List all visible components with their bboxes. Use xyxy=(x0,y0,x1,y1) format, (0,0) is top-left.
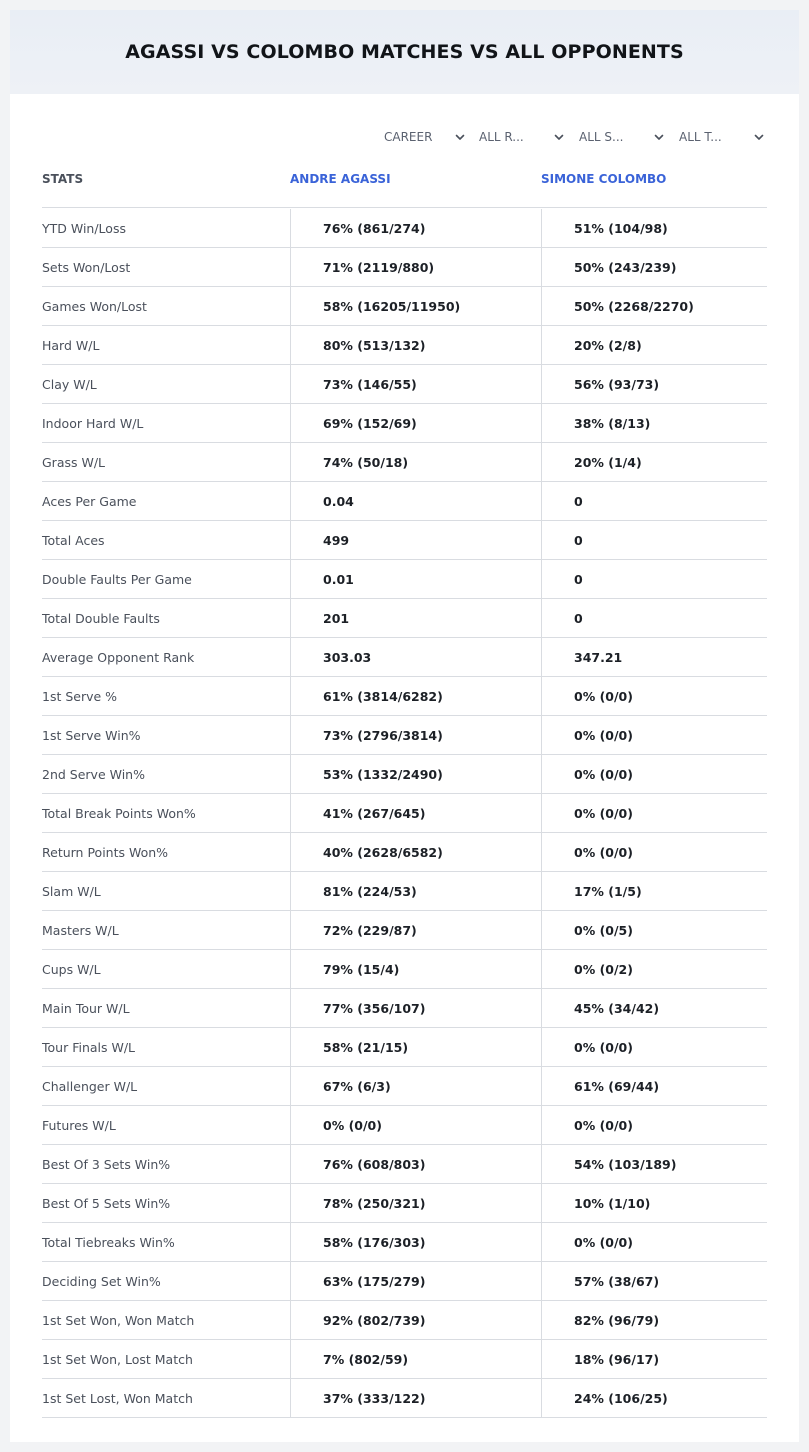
player1-stat-value: 74% (50/18) xyxy=(290,443,541,481)
player2-stat-value: 347.21 xyxy=(541,638,767,676)
table-row xyxy=(42,404,767,443)
player2-stat-value: 0% (0/0) xyxy=(541,1106,767,1144)
player2-stat-value: 0% (0/0) xyxy=(541,794,767,832)
player1-stat-value: 7% (802/59) xyxy=(290,1340,541,1378)
player2-stat-value: 50% (2268/2270) xyxy=(541,287,767,325)
player2-stat-value: 50% (243/239) xyxy=(541,248,767,286)
stat-label: Main Tour W/L xyxy=(42,1000,130,1016)
player1-stat-value: 92% (802/739) xyxy=(290,1301,541,1339)
stats-table-body xyxy=(42,209,767,1418)
table-row xyxy=(42,1028,767,1067)
stat-label: Double Faults Per Game xyxy=(42,571,192,587)
player2-stat-value: 61% (69/44) xyxy=(541,1067,767,1105)
table-row xyxy=(42,599,767,638)
stat-label: 1st Set Lost, Won Match xyxy=(42,1390,193,1406)
table-row xyxy=(42,521,767,560)
table-header xyxy=(42,170,767,208)
table-row xyxy=(42,1223,767,1262)
card-header xyxy=(10,10,799,94)
table-row xyxy=(42,365,767,404)
player1-stat-value: 73% (146/55) xyxy=(290,365,541,403)
player1-stat-value: 69% (152/69) xyxy=(290,404,541,442)
stat-label: YTD Win/Loss xyxy=(42,220,126,236)
chevron-down-icon xyxy=(454,131,466,143)
filter-label: ALL R... xyxy=(479,130,524,144)
table-row xyxy=(42,1106,767,1145)
table-row xyxy=(42,989,767,1028)
player1-stat-value: 58% (176/303) xyxy=(290,1223,541,1261)
player2-stat-value: 0% (0/5) xyxy=(541,911,767,949)
player2-stat-value: 20% (1/4) xyxy=(541,443,767,481)
table-row xyxy=(42,872,767,911)
player1-stat-value: 71% (2119/880) xyxy=(290,248,541,286)
table-row xyxy=(42,443,767,482)
table-row xyxy=(42,1184,767,1223)
player2-stat-value: 54% (103/189) xyxy=(541,1145,767,1183)
player1-stat-value: 81% (224/53) xyxy=(290,872,541,910)
player1-stat-value: 80% (513/132) xyxy=(290,326,541,364)
career-filter-select[interactable] xyxy=(384,126,466,148)
player2-stat-value: 45% (34/42) xyxy=(541,989,767,1027)
stat-label: Futures W/L xyxy=(42,1117,116,1133)
table-row xyxy=(42,1067,767,1106)
table-row xyxy=(42,677,767,716)
stat-label: Slam W/L xyxy=(42,883,101,899)
stat-label: Cups W/L xyxy=(42,961,101,977)
player1-stat-value: 0.01 xyxy=(290,560,541,598)
chevron-down-icon xyxy=(653,131,665,143)
filter-bar xyxy=(10,126,799,148)
player1-stat-value: 201 xyxy=(290,599,541,637)
player2-stat-value: 0% (0/0) xyxy=(541,1223,767,1261)
table-row xyxy=(42,248,767,287)
stat-label: Deciding Set Win% xyxy=(42,1273,161,1289)
player2-stat-value: 0 xyxy=(541,482,767,520)
table-row xyxy=(42,950,767,989)
tournament-filter-select[interactable] xyxy=(679,126,765,148)
table-row xyxy=(42,638,767,677)
table-row xyxy=(42,716,767,755)
chevron-down-icon xyxy=(753,131,765,143)
player1-stat-value: 303.03 xyxy=(290,638,541,676)
table-row xyxy=(42,209,767,248)
player1-stat-value: 78% (250/321) xyxy=(290,1184,541,1222)
surface-filter-select[interactable] xyxy=(579,126,665,148)
player1-stat-value: 37% (333/122) xyxy=(290,1379,541,1417)
stat-label: 2nd Serve Win% xyxy=(42,766,145,782)
stats-column-header: STATS xyxy=(42,172,84,186)
stat-label: 1st Set Won, Won Match xyxy=(42,1312,195,1328)
player1-stat-value: 0.04 xyxy=(290,482,541,520)
player1-stat-value: 61% (3814/6282) xyxy=(290,677,541,715)
stat-label: Clay W/L xyxy=(42,376,97,392)
stat-label: 1st Set Won, Lost Match xyxy=(42,1351,193,1367)
stat-label: Grass W/L xyxy=(42,454,106,470)
player2-stat-value: 18% (96/17) xyxy=(541,1340,767,1378)
player2-stat-value: 56% (93/73) xyxy=(541,365,767,403)
player2-stat-value: 17% (1/5) xyxy=(541,872,767,910)
player2-stat-value: 0% (0/0) xyxy=(541,716,767,754)
table-row xyxy=(42,1145,767,1184)
stat-label: Tour Finals W/L xyxy=(42,1039,136,1055)
table-row xyxy=(42,482,767,521)
player2-stat-value: 51% (104/98) xyxy=(541,209,767,247)
round-filter-select[interactable] xyxy=(479,126,565,148)
player2-stat-value: 0% (0/0) xyxy=(541,677,767,715)
table-row xyxy=(42,833,767,872)
player1-stat-value: 76% (861/274) xyxy=(290,209,541,247)
chevron-down-icon xyxy=(553,131,565,143)
player1-stat-value: 41% (267/645) xyxy=(290,794,541,832)
player2-stat-value: 0 xyxy=(541,521,767,559)
stat-label: Masters W/L xyxy=(42,922,119,938)
stat-label: Hard W/L xyxy=(42,337,100,353)
stat-label: 1st Serve % xyxy=(42,688,118,704)
filter-label: CAREER xyxy=(384,130,433,144)
player2-stat-value: 38% (8/13) xyxy=(541,404,767,442)
player1-link[interactable]: ANDRE AGASSI xyxy=(290,172,391,186)
stat-label: Total Break Points Won% xyxy=(42,805,196,821)
table-row xyxy=(42,1379,767,1418)
player2-stat-value: 0% (0/0) xyxy=(541,755,767,793)
stat-label: Best Of 5 Sets Win% xyxy=(42,1195,171,1211)
player1-stat-value: 499 xyxy=(290,521,541,559)
player1-stat-value: 67% (6/3) xyxy=(290,1067,541,1105)
player2-stat-value: 0% (0/0) xyxy=(541,1028,767,1066)
page-title: AGASSI VS COLOMBO MATCHES VS ALL OPPONENTS xyxy=(125,41,684,63)
player1-stat-value: 79% (15/4) xyxy=(290,950,541,988)
player1-stat-value: 58% (16205/11950) xyxy=(290,287,541,325)
table-row xyxy=(42,911,767,950)
table-row xyxy=(42,287,767,326)
table-row xyxy=(42,326,767,365)
player2-link[interactable]: SIMONE COLOMBO xyxy=(541,172,667,186)
player2-stat-value: 10% (1/10) xyxy=(541,1184,767,1222)
stat-label: Total Double Faults xyxy=(42,610,160,626)
player2-stat-value: 24% (106/25) xyxy=(541,1379,767,1417)
player1-stat-value: 76% (608/803) xyxy=(290,1145,541,1183)
table-row xyxy=(42,1262,767,1301)
player1-stat-value: 58% (21/15) xyxy=(290,1028,541,1066)
stat-label: Aces Per Game xyxy=(42,493,137,509)
player1-stat-value: 77% (356/107) xyxy=(290,989,541,1027)
stat-label: Total Aces xyxy=(42,532,105,548)
stats-card xyxy=(10,10,799,1442)
player1-stat-value: 0% (0/0) xyxy=(290,1106,541,1144)
stat-label: Best Of 3 Sets Win% xyxy=(42,1156,171,1172)
table-row xyxy=(42,1340,767,1379)
table-row xyxy=(42,755,767,794)
table-row xyxy=(42,794,767,833)
filter-label: ALL T... xyxy=(679,130,722,144)
player1-stat-value: 72% (229/87) xyxy=(290,911,541,949)
player1-stat-value: 63% (175/279) xyxy=(290,1262,541,1300)
stat-label: Return Points Won% xyxy=(42,844,169,860)
stat-label: Average Opponent Rank xyxy=(42,649,195,665)
table-row xyxy=(42,560,767,599)
table-row xyxy=(42,1301,767,1340)
player2-stat-value: 20% (2/8) xyxy=(541,326,767,364)
player2-stat-value: 82% (96/79) xyxy=(541,1301,767,1339)
player2-stat-value: 0 xyxy=(541,599,767,637)
player2-stat-value: 0% (0/2) xyxy=(541,950,767,988)
stat-label: 1st Serve Win% xyxy=(42,727,141,743)
stat-label: Challenger W/L xyxy=(42,1078,138,1094)
filter-label: ALL S... xyxy=(579,130,624,144)
player1-stat-value: 73% (2796/3814) xyxy=(290,716,541,754)
stat-label: Total Tiebreaks Win% xyxy=(42,1234,175,1250)
player2-stat-value: 0% (0/0) xyxy=(541,833,767,871)
player1-stat-value: 40% (2628/6582) xyxy=(290,833,541,871)
player2-stat-value: 0 xyxy=(541,560,767,598)
player1-stat-value: 53% (1332/2490) xyxy=(290,755,541,793)
stat-label: Games Won/Lost xyxy=(42,298,147,314)
stat-label: Indoor Hard W/L xyxy=(42,415,144,431)
player2-stat-value: 57% (38/67) xyxy=(541,1262,767,1300)
stat-label: Sets Won/Lost xyxy=(42,259,131,275)
